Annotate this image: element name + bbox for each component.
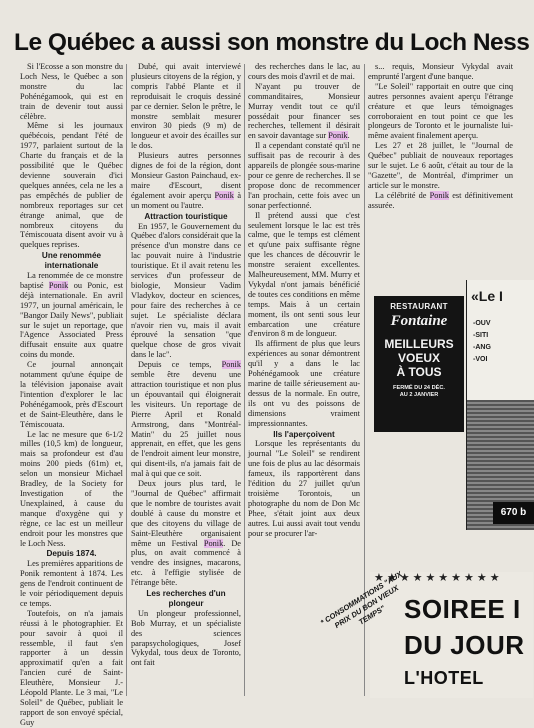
article-column-4	[368, 62, 513, 296]
ad-headline-line-2: DU JOUR	[404, 630, 525, 660]
paragraph: Un plongeur professionnel, Bob Murray, et un spécialiste des sciences parapsychologiques, Josef Vykydal, tous deux de Toronto, ont fait	[131, 608, 241, 668]
subheading: Ils l'aperçoivent	[273, 429, 335, 439]
paragraph: La célébrité de Ponik est définitivement assurée.	[368, 190, 513, 210]
ad-feature-list: -OUV -SITI -ANG -VOI	[473, 320, 491, 363]
paragraph: Les 27 et 28 juillet, le "Journal de Québec" publiait de nouveaux reportages sur le sujet. Le 6 août, c'était au tour de la "Gazette", de Montréal, d'imprimer un article sur le monstre.	[368, 141, 513, 190]
paragraph: Il a cependant constaté qu'il ne suffisait pas de recourir à des appareils de plongée sous-marine pour ce genre de recherches. Il se propose donc de recommencer l'an prochain, cette fois avec un sonar perfectionné.	[248, 141, 360, 210]
paragraph: Toutefois, on n'a jamais réussi à le photographier. Et pour savoir à quoi il ressemble, il faut s'en rapporter à un dessin approximatif qu'en a fait l'ancien curé de Saint-Eleuthère, Monsieur J.-Léopold Plante. Le 3 mai, "Le Soleil" de Québec, publiait le rapport de son envoyé spécial, Guy	[20, 608, 123, 727]
paragraph: Le lac ne mesure que 6-1/2 milles (10,5 km) de longueur, mais sa profondeur est d'au moins 200 pieds (61m) et, selon un monsieur Michael Bradley, de la Society for Investigation of the Unexplained, à cause du manque d'oxygène qui y règne, ce lac est un meilleur endroit pour les monstres que le Loch Ness.	[20, 429, 123, 548]
highlighted-word: Ponik	[429, 190, 450, 200]
paragraph: Dubé, qui avait interviewé plusieurs citoyens de la région, y compris l'abbé Plante et il reproduisait le croquis dessiné par ce dernier. Selon le prêtre, le monstre semblait mesurer environ 30 pieds (9 m) de longueur et avoir des écailles sur le dos.	[131, 62, 241, 151]
article-column-3	[248, 62, 360, 696]
column-divider	[126, 64, 127, 696]
ad-headline-line-1: SOIREE I	[404, 594, 521, 624]
highlighted-word: Ponik	[214, 190, 234, 200]
paragraph: Ce journal annonçait notamment qu'une équipe de la télévision japonaise avait l'intention d'explorer le lac Pohénégamook, près d'Escourt et de Saint-Eleuthère, dans le Témiscouata.	[20, 360, 123, 429]
highlighted-word: Ponik	[221, 360, 241, 370]
subheading: Les recherches d'un plongeur	[146, 589, 226, 608]
ad-title: «Le I	[471, 288, 503, 304]
column-divider	[244, 64, 245, 696]
subheading: Attraction touristique	[144, 211, 228, 221]
paragraph: En 1957, le Gouvernement du Québec d'alors considérait que la présence d'un monstre dans ce lac pouvait nuire à l'industrie touristique. Et il avait retenu les services d'un professeur de biologie, Monsieur Vadim Vladykov, docteur en sciences, pour faire des recherches à ce sujet. Le spécialiste déclara n'avoir rien vu, mais il avait éprouvé la sensation "que quelque chose de gros vivait dans le lac".	[131, 221, 241, 360]
paragraph: des recherches dans le lac, au cours des mois d'avril et de mai.	[248, 62, 360, 81]
paragraph: La renommée de ce monstre baptisé Ponik ou Ponic, est déjà internationale. En avril 1977, un journal américain, le "Bangor Daily News", publiait sur le sujet un reportage, que l'Agence Associated Press diffusait ensuite aux quatre coins du monde.	[20, 271, 124, 360]
paragraph: Depuis ce temps, Ponik semble être devenu une attraction touristique et non plus un épouvantail qui éloignerait les visiteurs. Un reportage de Pierre April et Ronald Armstrong, dans "Montréal-Matin" du 25 juillet nous apprenait, en effet, que les gens de l'endroit aiment leur monstre, qui disent-ils, n'a jamais fait de mal à qui que ce soit.	[131, 360, 241, 479]
paragraph: Si l'Ecosse a son monstre du Loch Ness, le Québec a son monstre du lac Pohénégamook, qui est en train de devenir tout aussi célèbre.	[20, 62, 123, 121]
highlighted-word: Ponik	[48, 280, 69, 290]
paragraph: "Le Soleil" rapportait en outre que cinq autres personnes avaient aperçu l'étrange créature et que leurs témoignages corroboraient en tout point ce que les plongeurs de Toronto et le journaliste lui-même avaient finalement aperçu.	[368, 81, 513, 141]
station-ad	[466, 280, 534, 530]
article-headline: Le Québec a aussi son monstre du Loch Ness	[14, 29, 530, 56]
paragraph: s... requis, Monsieur Vykydal avait emprunté l'argent d'une banque.	[368, 62, 513, 81]
subheading: Depuis 1874.	[46, 549, 97, 559]
ad-brand: Fontaine	[390, 313, 448, 329]
paragraph: Plusieurs autres personnes dignes de foi de la région, dont Monsieur Gaston Painchaud, ex-maire d'Escourt, disent également avoir aperçu Ponik à un moment ou l'autre.	[131, 151, 241, 210]
paragraph: Deux jours plus tard, le "Journal de Québec" affirmait que le nombre de touristes avait doublé à cause du monstre et que des citoyens du village de Saint-Eleuthère organisaient même un Festival Ponik. De plus, on avait commencé à vendre des insignes, macarons, etc. à l'effigie stylisée de l'étrange bête.	[131, 479, 241, 588]
highlighted-word: Ponik	[328, 131, 348, 141]
ad-starburst-text: * CONSOMMATIONS "AUX PRIX DU BON VIEUX TEMPS"	[318, 569, 404, 631]
ad-headline-line-3: L'HOTEL	[404, 668, 484, 688]
subheading: Une renommée internationale	[41, 251, 102, 271]
ad-closing-notice: FERMÉ DU 24 DÉC. AU 2 JANVIER	[393, 385, 445, 398]
ad-greeting: MEILLEURS VOEUX À TOUS	[384, 337, 454, 379]
paragraph: N'ayant pu trouver de commanditaires, Monsieur Murray vendit tout ce qu'il possédait pour financer ses recherches, tellement il désirait en savoir davantage sur Ponik.	[248, 81, 360, 141]
soiree-ad	[318, 569, 533, 698]
article-column-2	[131, 62, 241, 696]
restaurant-ad	[374, 296, 464, 432]
ad-label: RESTAURANT	[390, 302, 448, 311]
article-column-1	[20, 62, 124, 727]
paragraph: Les premières apparitions de Ponik remontent à 1874. Les gens de l'endroit continuent de le voir périodiquement depuis ce temps.	[20, 559, 123, 608]
ad-number: 670 b	[493, 502, 534, 524]
paragraph: Même si les journaux québécois, pendant l'été de 1977, parlaient surtout de la Charte du français et de la possibilité que le Québec devienne souverain d'ici quelques années, cela ne les a pas empêchés de publier de nombreux reportages sur cet étrange animal, que de nombreux citoyens du Témiscouata disent avoir vu à quelques reprises.	[20, 121, 123, 250]
paragraph: Ils affirment de plus que leurs expériences au sonar démontrent qu'il y a dans le lac Pohénégamook une créature marine de taille sérieusement au-dessus de la normale. En outre, ils ont vu des poissons de dimensions vraiment impressionnantes.	[248, 339, 360, 428]
paragraph: Lorsque les représentants du journal "Le Soleil" se rendirent une fois de plus au lac désormais fameux, ils rapportèrent dans l'édition du 27 juillet qu'un troisième Torontois, un photographe du nom de Don Mc Phee, s'était joint aux deux autres. Lui aussi avait tout vendu pour se procurer l'ar-	[248, 439, 360, 538]
highlighted-word: Ponik	[203, 538, 224, 548]
paragraph: Il prétend aussi que c'est seulement lorsque le lac est très calme, que le temps est clément et qu'une paix suffisante règne que les chances de découvrir le monstre seraient excellentes. Malheureusement, MM. Murry et Vykydal n'ont jamais bénéficié de toutes ces conditions en même temps. Mais à un certain moment, ils ont senti sous leur embarcation une créature d'environ 8 m de longueur.	[248, 210, 360, 339]
star-border-decoration: ★★★★★★★★★★	[374, 572, 503, 584]
